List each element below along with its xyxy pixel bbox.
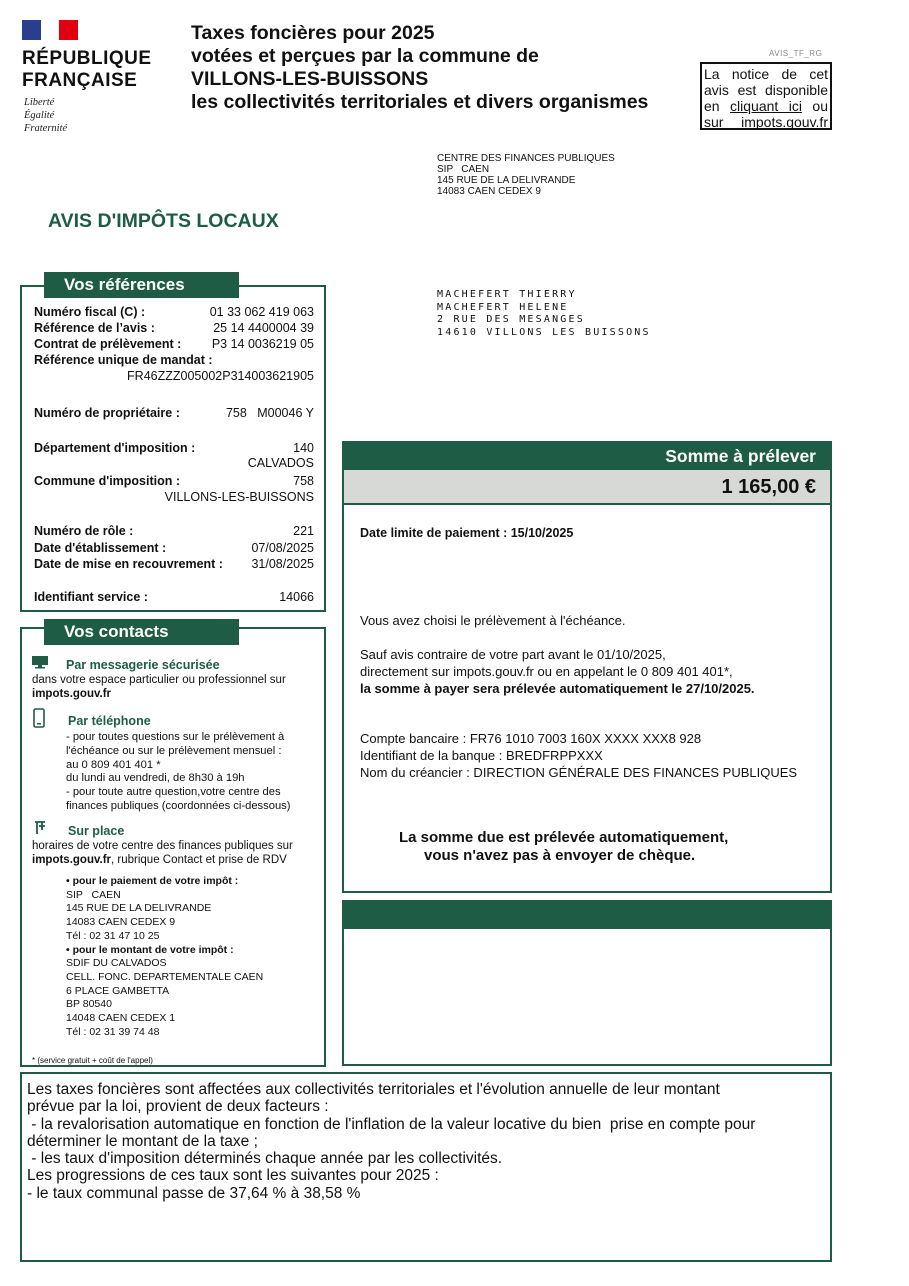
info-line: prévue par la loi, provient de deux facteurs : — [27, 1098, 329, 1116]
contact-text: dans votre espace particulier ou professionnel sur — [32, 674, 286, 686]
bank-account: Compte bancaire : FR76 1010 7003 160X XXXX XXX8 928 — [360, 731, 702, 746]
notice-box — [700, 62, 832, 130]
info-line: déterminer le montant de la taxe ; — [27, 1132, 258, 1150]
address-line: Tél : 02 31 39 74 48 — [66, 1025, 160, 1038]
telephone-title: Par téléphone — [68, 714, 151, 728]
payment-box — [342, 441, 832, 893]
address-title: • pour le montant de votre impôt : — [66, 943, 234, 956]
footnote: * (service gratuit + coût de l'appel) — [32, 1056, 153, 1065]
address-line: 145 RUE DE LA DELIVRANDE — [437, 175, 576, 186]
ref-label: Référence unique de mandat : — [34, 353, 213, 367]
payment-title: Somme à prélever — [344, 443, 830, 470]
payment-choice: Vous avez choisi le prélèvement à l'échéance. — [360, 613, 626, 628]
messagerie-text — [32, 673, 322, 687]
address-title: • pour le paiement de votre impôt : — [66, 875, 239, 887]
payment-notice: vous n'avez pas à envoyer de chèque. — [424, 847, 696, 864]
title-line: Taxes foncières pour 2025 — [191, 22, 435, 44]
marianne-logo — [18, 18, 153, 136]
notice-text: ou sur impots.gouv.fr — [704, 98, 828, 130]
ref-label: Numéro de propriétaire : — [34, 406, 180, 420]
telephone-text — [66, 731, 322, 814]
info-line: Les taxes foncières sont affectées aux collectivités territoriales et l'évolution annuelle de leur montant — [27, 1081, 720, 1098]
address-line: 14048 CAEN CEDEX 1 — [66, 1012, 176, 1025]
ref-value: 758 M00046 Y — [225, 406, 314, 420]
ref-label: Contrat de prélèvement : — [34, 337, 182, 351]
avis-code: AVIS_TF_RG — [769, 49, 823, 58]
notice-link[interactable]: cliquant ici — [730, 98, 802, 114]
ref-value: 140 — [293, 441, 314, 455]
computer-icon — [31, 655, 49, 672]
creditor-name: Nom du créancier : DIRECTION GÉNÉRALE DES FINANCES PUBLIQUES — [360, 765, 798, 780]
payment-line: Sauf avis contraire de votre part avant le 01/10/2025, — [360, 647, 666, 662]
ref-label: Identifiant service : — [34, 590, 148, 604]
ref-label: Référence de l’avis : — [34, 321, 155, 335]
ref-label: Numéro fiscal (C) : — [34, 305, 146, 319]
payment-line: la somme à payer sera prélevée automatiquement le 27/10/2025. — [360, 681, 755, 696]
page-title: AVIS D'IMPÔTS LOCAUX — [48, 210, 279, 232]
info-line: - la revalorisation automatique en fonction de l'inflation de la valeur locative du bien prise en compte pour — [27, 1115, 756, 1133]
address-line: SDIF DU CALVADOS — [66, 957, 167, 970]
logo-line: FRANÇAISE — [22, 70, 138, 91]
ref-label: Commune d'imposition : — [34, 474, 181, 488]
contact-line: au 0 809 401 401 * — [66, 758, 161, 771]
references-title: Vos références — [44, 272, 239, 298]
address-line: 145 RUE DE LA DELIVRANDE — [66, 902, 212, 915]
payment-deadline: Date limite de paiement : 15/10/2025 — [360, 526, 574, 540]
address-line: Tél : 02 31 47 10 25 — [66, 929, 160, 942]
title-line: les collectivités territoriales et divers organismes — [191, 91, 649, 113]
bank-id: Identifiant de la banque : BREDFRPPXXX — [360, 748, 603, 763]
ref-value: 758 — [293, 474, 314, 488]
address-line: MACHEFERT THIERRY — [437, 289, 577, 300]
address-line: MACHEFERT HELENE — [437, 301, 569, 313]
centre-address — [437, 153, 615, 197]
ref-value: 07/08/2025 — [251, 541, 314, 555]
messagerie-title: Par messagerie sécurisée — [66, 658, 220, 672]
motto-line: Fraternité — [24, 123, 68, 134]
address-line: BP 80540 — [66, 998, 112, 1011]
paiement-address — [66, 875, 263, 1039]
contacts-box — [20, 627, 326, 1067]
ref-label: Département d'imposition : — [34, 441, 196, 455]
info-box — [20, 1072, 832, 1262]
ref-value: 01 33 062 419 063 — [209, 305, 314, 319]
surplace-text: horaires de votre centre des finances publiques sur — [32, 840, 293, 852]
contact-text: , rubrique Contact et prise de RDV — [111, 854, 287, 866]
motto-line: Égalité — [24, 110, 55, 121]
address-line: SIP CAEN — [437, 164, 490, 175]
address-line: CELL. FONC. DEPARTEMENTALE CAEN — [66, 970, 264, 983]
contact-line: du lundi au vendredi, de 8h30 à 19h — [66, 772, 245, 785]
surplace-title: Sur place — [68, 824, 125, 838]
ref-value: 14066 — [279, 590, 314, 604]
empty-panel — [342, 900, 832, 1066]
references-box — [20, 285, 326, 612]
address-line: 14610 VILLONS LES BUISSONS — [437, 326, 651, 338]
title-line: VILLONS-LES-BUISSONS — [191, 68, 429, 90]
ref-value: 31/08/2025 — [251, 557, 314, 571]
address-line: SIP CAEN — [66, 888, 121, 901]
address-line: 14083 CAEN CEDEX 9 — [66, 916, 176, 929]
payment-amount: 1 165,00 € — [344, 470, 830, 505]
info-line: - le taux communal passe de 37,64 % à 38,58 % — [27, 1184, 361, 1202]
logo-line: RÉPUBLIQUE — [22, 48, 152, 69]
address-line: 14083 CAEN CEDEX 9 — [437, 186, 541, 197]
ref-label: Date d'établissement : — [34, 541, 167, 555]
logo-text — [22, 48, 152, 92]
contact-line: l'échéance ou sur le prélèvement mensuel : — [66, 744, 282, 757]
ref-value: 25 14 4400004 39 — [213, 321, 314, 335]
ref-label: Date de mise en recouvrement : — [34, 557, 223, 571]
contact-line: - pour toute autre question,votre centre des — [66, 786, 281, 799]
contact-line: finances publiques (coordonnées ci-dessous) — [66, 799, 291, 812]
phone-icon — [33, 708, 45, 731]
ref-value: P3 14 0036219 05 — [211, 337, 314, 351]
messagerie-link[interactable]: impots.gouv.fr — [32, 688, 112, 700]
empty-panel-header — [344, 902, 830, 929]
payment-notice: La somme due est prélevée automatiquement, — [399, 829, 729, 846]
payment-line: directement sur impots.gouv.fr ou en appelant le 0 809 401 401*, — [360, 664, 733, 679]
document-header-title — [191, 22, 648, 114]
notice-text: La notice de cet avis est disponible en — [704, 66, 828, 114]
info-line: Les progressions de ces taux sont les suivantes pour 2025 : — [27, 1167, 439, 1185]
ref-value: 221 — [293, 524, 314, 538]
ref-label: Numéro de rôle : — [34, 524, 134, 538]
address-line: CENTRE DES FINANCES PUBLIQUES — [437, 153, 615, 164]
contact-line: - pour toutes questions sur le prélèvement à — [66, 731, 285, 743]
motto-line: Liberté — [24, 97, 55, 108]
motto — [24, 96, 67, 135]
title-line: votées et perçues par la commune de — [191, 45, 539, 67]
surplace-text2 — [32, 853, 322, 867]
address-line: 6 PLACE GAMBETTA — [66, 984, 170, 997]
french-flag-icon — [22, 20, 78, 40]
addressee-block — [437, 289, 651, 339]
info-line: - les taux d'imposition déterminés chaque année par les collectivités. — [27, 1150, 503, 1168]
contacts-title: Vos contacts — [44, 619, 239, 645]
ref-value: CALVADOS — [247, 456, 314, 470]
building-icon — [33, 820, 47, 839]
ref-value: FR46ZZZ005002P314003621905 — [127, 369, 314, 383]
surplace-link[interactable]: impots.gouv.fr — [32, 854, 112, 866]
ref-value: VILLONS-LES-BUISSONS — [164, 490, 314, 504]
address-line: 2 RUE DES MESANGES — [437, 314, 585, 325]
